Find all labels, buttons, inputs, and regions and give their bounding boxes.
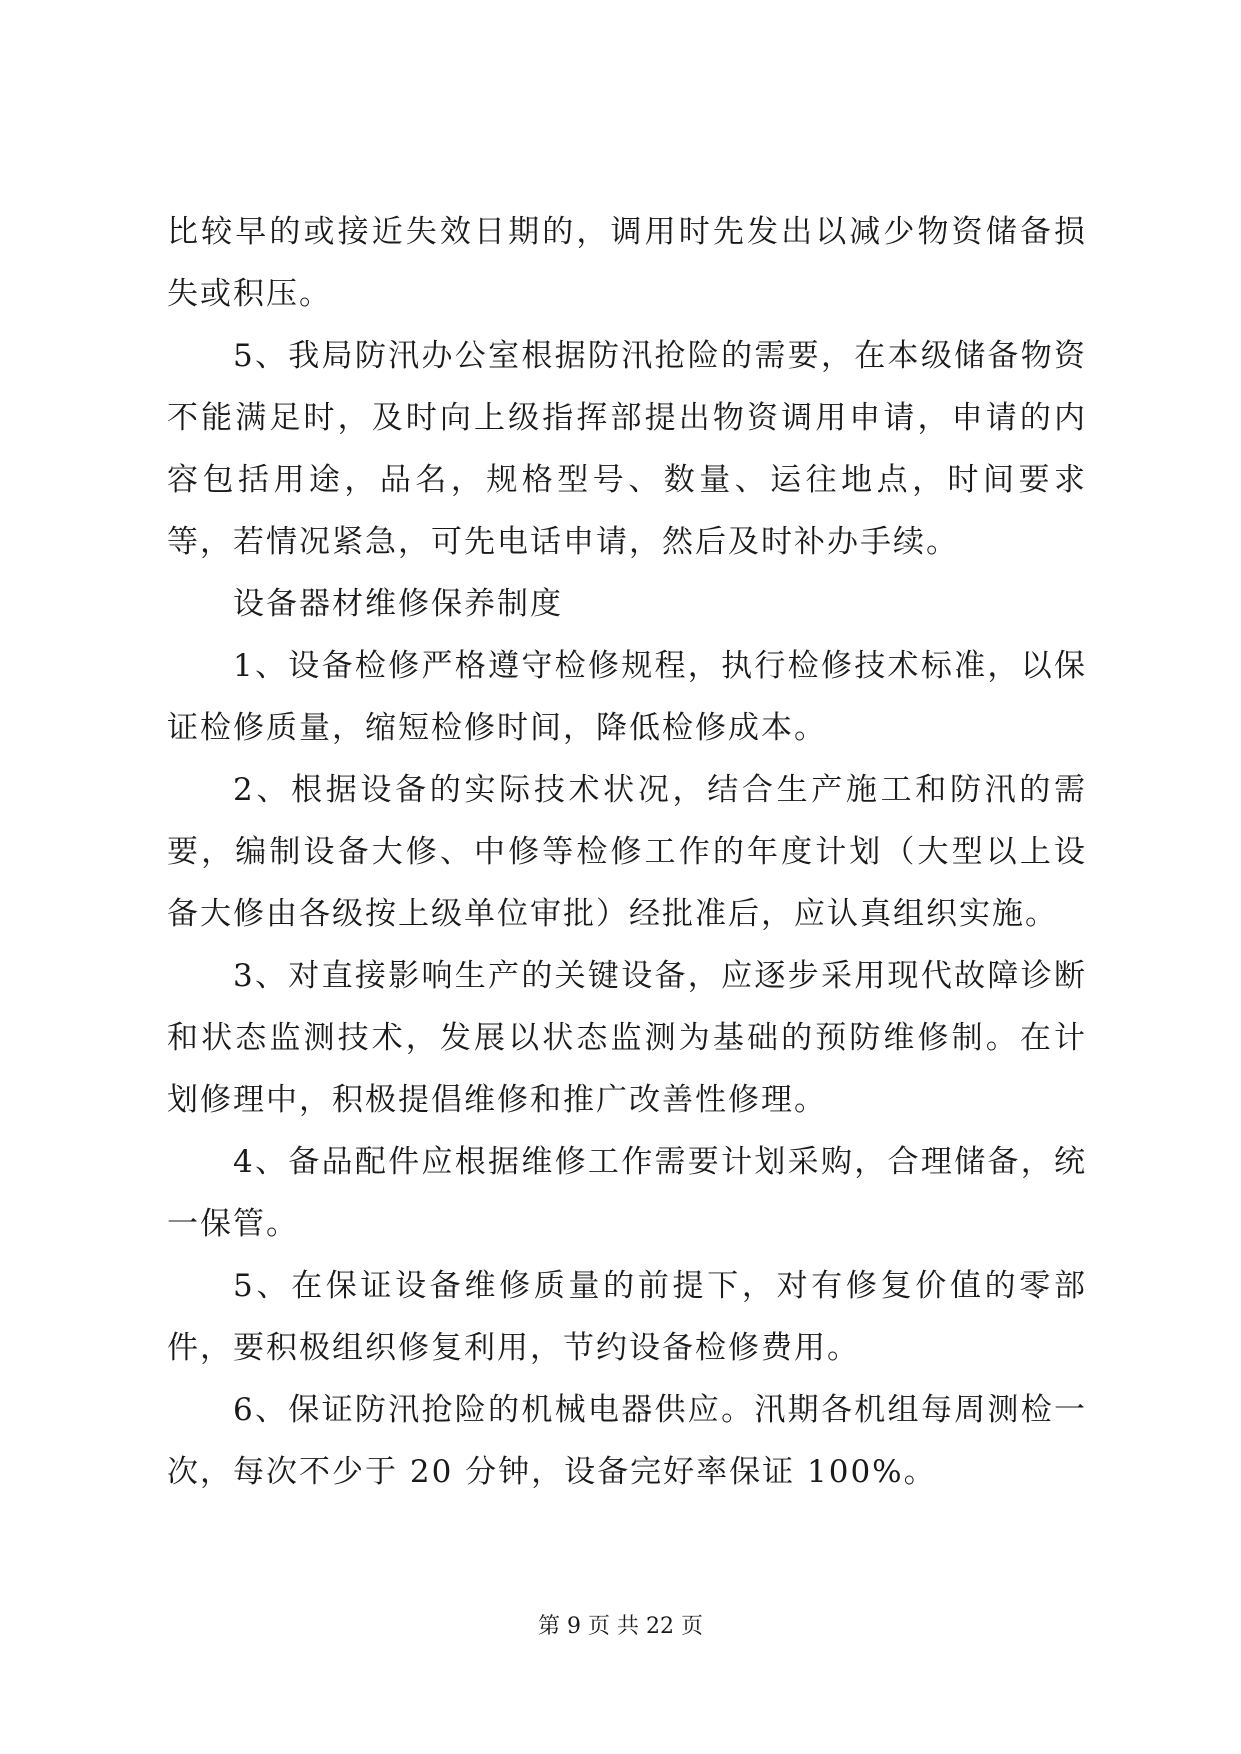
paragraph-item-2: 2、根据设备的实际技术状况，结合生产施工和防汛的需要，编制设备大修、中修等检修工作的年度计划（大型以上设备大修由各级按上级单位审批）经批准后，应认真组织实施。 bbox=[167, 772, 1087, 932]
paragraph-item-1: 1、设备检修严格遵守检修规程，执行检修技术标准，以保证检修质量，缩短检修时间，降低检修成本。 bbox=[167, 648, 1087, 746]
paragraph-item-3: 3、对直接影响生产的关键设备，应逐步采用现代故障诊断和状态监测技术，发展以状态监测为基础的预防维修制。在计划修理中，积极提倡维修和推广改善性修理。 bbox=[167, 958, 1087, 1118]
paragraph-item-5-material-request: 5、我局防汛办公室根据防汛抢险的需要，在本级储备物资不能满足时，及时向上级指挥部提出物资调用申请，申请的内容包括用途，品名，规格型号、数量、运往地点，时间要求等，若情况紧急，可先电话申请，然后及时补办手续。 bbox=[167, 338, 1087, 560]
paragraph-item-4: 4、备品配件应根据维修工作需要计划采购，合理储备，统一保管。 bbox=[167, 1144, 1087, 1242]
paragraph-continuation: 比较早的或接近失效日期的，调用时先发出以减少物资储备损失或积压。 bbox=[167, 214, 1087, 312]
section-heading-equipment-maintenance: 设备器材维修保养制度 bbox=[233, 586, 563, 622]
paragraph-item-5: 5、在保证设备维修质量的前提下，对有修复价值的零部件，要积极组织修复利用，节约设备检修费用。 bbox=[167, 1268, 1087, 1366]
document-body bbox=[167, 201, 1087, 1503]
page-footer: 第 9 页 共 22 页 bbox=[538, 1614, 703, 1639]
paragraph-item-6: 6、保证防汛抢险的机械电器供应。汛期各机组每周测检一次，每次不少于 20 分钟，设备完好率保证 100%。 bbox=[167, 1392, 1087, 1490]
